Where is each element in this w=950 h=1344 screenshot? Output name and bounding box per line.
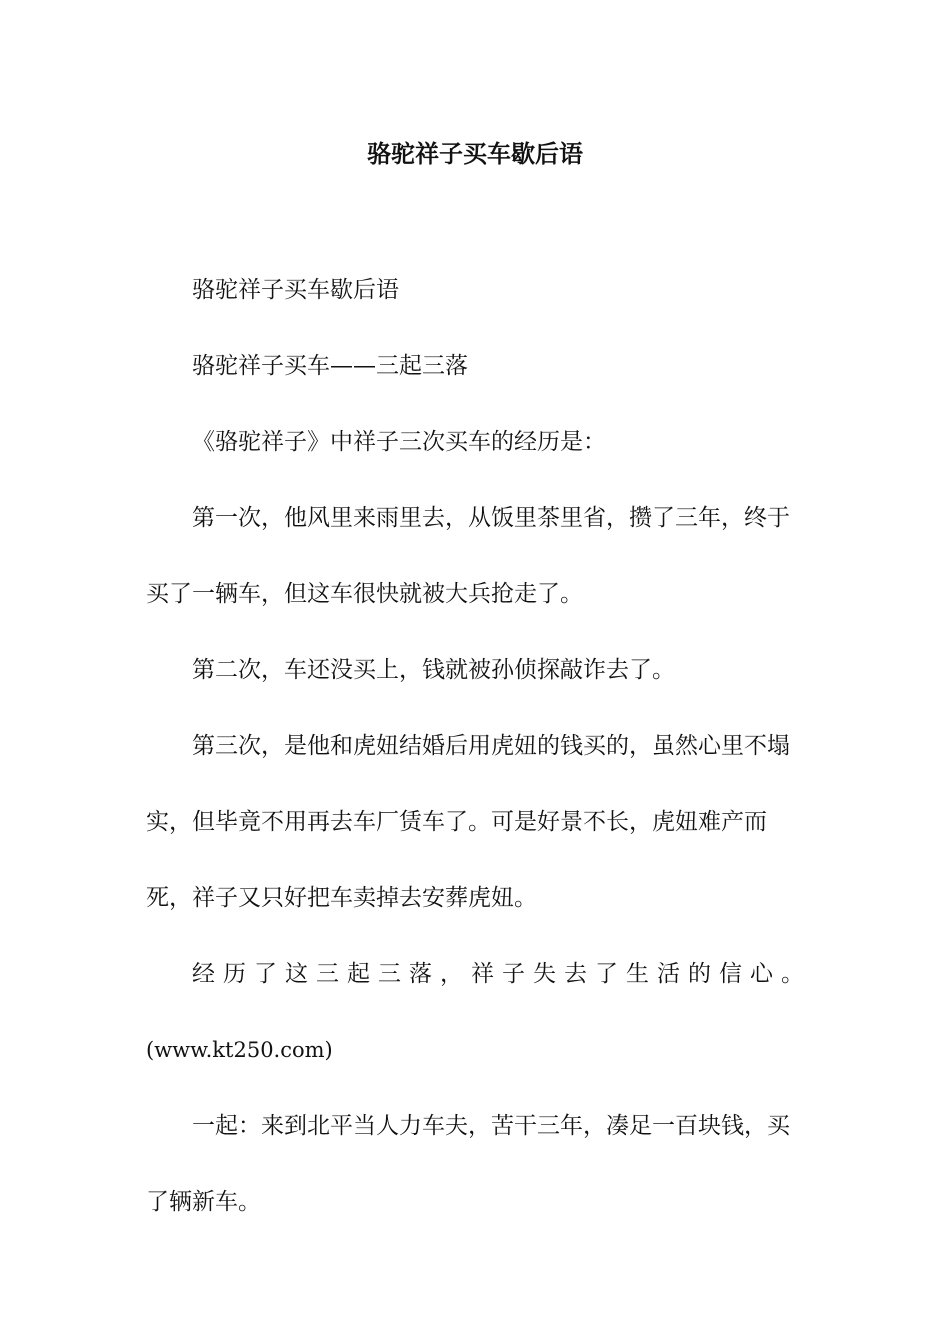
paragraph-heading: 骆驼祥子买车歇后语 <box>192 277 399 303</box>
paragraph-first-rise: 一起：来到北平当人力车夫，苦干三年，凑足一百块钱，买了辆新车。 <box>146 1113 790 1215</box>
paragraph-second-time: 第二次，车还没买上，钱就被孙侦探敲诈去了。 <box>192 657 675 683</box>
paragraph-intro: 《骆驼祥子》中祥子三次买车的经历是： <box>192 429 606 455</box>
paragraph-conclusion: 经历了这三起三落，祥子失去了生活的信心。 <box>192 961 804 987</box>
document-body <box>146 252 804 1240</box>
source-link: (www.kt250.com) <box>146 1038 333 1062</box>
paragraph-saying: 骆驼祥子买车——三起三落 <box>192 353 468 379</box>
document-title: 骆驼祥子买车歇后语 <box>367 139 583 168</box>
paragraph-first-time: 第一次，他风里来雨里去，从饭里茶里省，攒了三年，终于买了一辆车，但这车很快就被大兵抢走了。 <box>146 505 790 607</box>
paragraph-third-time: 第三次，是他和虎妞结婚后用虎妞的钱买的，虽然心里不塌实，但毕竟不用再去车厂赁车了。可是好景不长，虎妞难产而死，祥子又只好把车卖掉去安葬虎妞。 <box>146 733 790 911</box>
